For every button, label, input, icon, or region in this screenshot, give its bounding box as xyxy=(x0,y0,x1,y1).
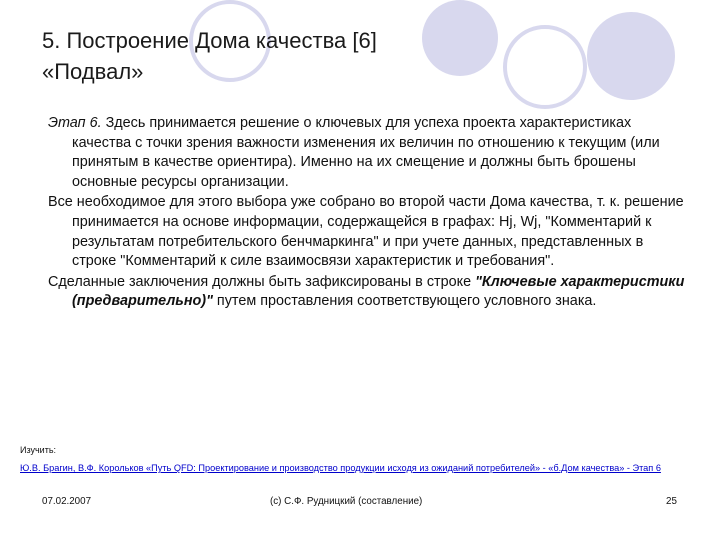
slide-body xyxy=(48,114,688,313)
stage-label: Этап 6. xyxy=(48,115,102,131)
slide-title-line2: «Подвал» xyxy=(42,59,144,84)
footer-page-number: 25 xyxy=(666,496,677,507)
paragraph-stage6 xyxy=(48,114,688,192)
study-label: Изучить: xyxy=(20,445,57,455)
decor-circle xyxy=(587,12,675,100)
reference-link[interactable]: Ю.В. Брагин, В.Ф. Корольков «Путь QFD: Проектирование и производство продукции исходя из ожиданий потребителей» - «б.Дом качества» - Этап 6 xyxy=(20,463,661,473)
stage-text: Здесь принимается решение о ключевых для успеха проекта характеристиках качества с точки зрения важности изменения их величин по отношению к текущим (или принятым в качестве ориентира). Именно на их смещение и должны быть брошены основные ресурсы организации. xyxy=(72,115,660,190)
conclusion-suffix: путем проставления соответствующего условного знака. xyxy=(212,293,597,310)
slide-title-line1: 5. Построение Дома качества [6] xyxy=(42,28,377,53)
paragraph-conclusion xyxy=(48,273,688,312)
slide-title xyxy=(42,25,502,87)
key-characteristics-row: "Ключевые характеристики (предварительно)" xyxy=(72,273,685,310)
footer-date: 07.02.2007 xyxy=(42,496,92,507)
decor-ring xyxy=(505,27,585,107)
inputs-text: Все необходимое для этого выбора уже собрано во второй части Дома качества, т. к. решение принимается на основе информации, содержащейся в графах: Hj, Wj, "Комментарий к результатам потребительского бенчмаркинга" и при учете данных, представленных в строке "Комментарий к силе взаимосвязи характеристик и требования". xyxy=(48,194,684,270)
conclusion-prefix: Сделанные заключения должны быть зафиксированы в строке xyxy=(48,273,476,290)
paragraph-inputs xyxy=(48,193,688,271)
footer-author: (с) С.Ф. Рудницкий (составление) xyxy=(270,496,423,507)
